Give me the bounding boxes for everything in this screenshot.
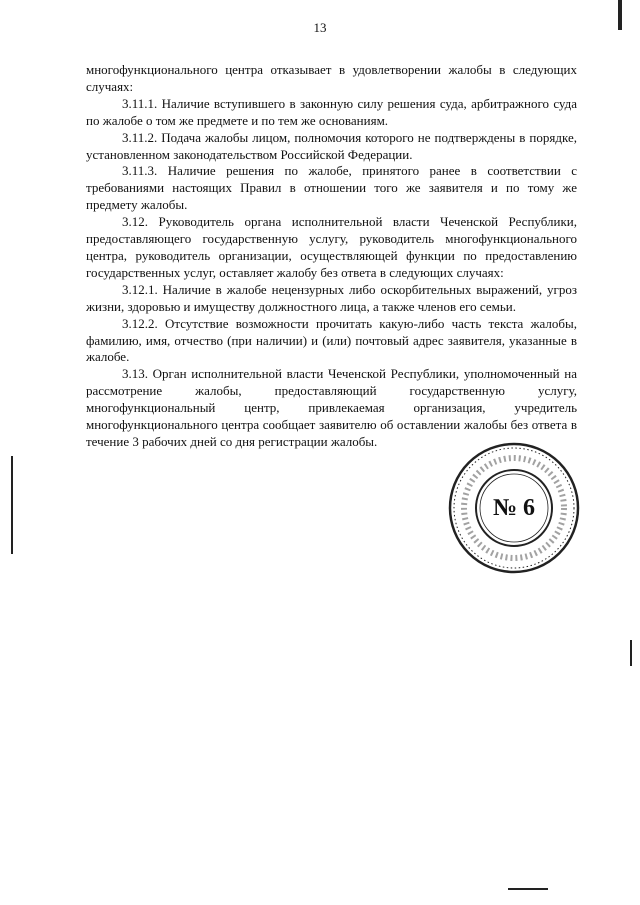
paragraph-3-11-1: 3.11.1. Наличие вступившего в законную силу решения суда, арбитражного суда по жалобе о том же предмете и по тем же основаниям. bbox=[86, 95, 577, 128]
document-body bbox=[86, 62, 577, 451]
official-seal-stamp bbox=[446, 440, 582, 576]
paragraph-3-12-1: 3.12.1. Наличие в жалобе нецензурных либо оскорбительных выражений, угроз жизни, здоровью и имуществу должностного лица, а также членов его семьи. bbox=[86, 281, 577, 314]
right-edge-mark bbox=[630, 640, 632, 666]
bottom-line-mark bbox=[508, 888, 548, 890]
paragraph-3-11-3: 3.11.3. Наличие решения по жалобе, принятого ранее в соответствии с требованиями настоящих Правил в отношении того же заявителя и по тому же предмету жалобы. bbox=[86, 163, 577, 213]
left-margin-mark bbox=[11, 456, 13, 554]
paragraph-3-11-2: 3.11.2. Подача жалобы лицом, полномочия которого не подтверждены в порядке, установленном законодательством Российской Федерации. bbox=[86, 129, 577, 162]
paragraph-3-12: 3.12. Руководитель органа исполнительной власти Чеченской Республики, предоставляющего государственную услугу, руководитель многофункционального центра, руководитель организации, осуществляющей функции по предоставлению государственных услуг, оставляет жалобу без ответа в следующих случаях: bbox=[86, 214, 577, 280]
paragraph-3-13: 3.13. Орган исполнительной власти Чеченской Республики, уполномоченный на рассмотрение жалобы, предоставляющий государственную услугу, многофункциональный центр, привлекаемая организация, учредитель многофункционального центра сообщает заявителю об оставлении жалобы без ответа в течение 3 рабочих дней со дня регистрации жалобы. bbox=[86, 366, 577, 449]
paragraph-3-12-2: 3.12.2. Отсутствие возможности прочитать какую-либо часть текста жалобы, фамилию, имя, отчество (при наличии) и (или) почтовый адрес заявителя, указанные в жалобе. bbox=[86, 315, 577, 365]
page-number: 13 bbox=[313, 20, 327, 35]
stamp-number: № 6 bbox=[492, 494, 536, 521]
top-right-edge-mark bbox=[618, 0, 622, 30]
paragraph-continuation: многофункционального центра отказывает в удовлетворении жалобы в следующих случаях: bbox=[86, 62, 577, 94]
